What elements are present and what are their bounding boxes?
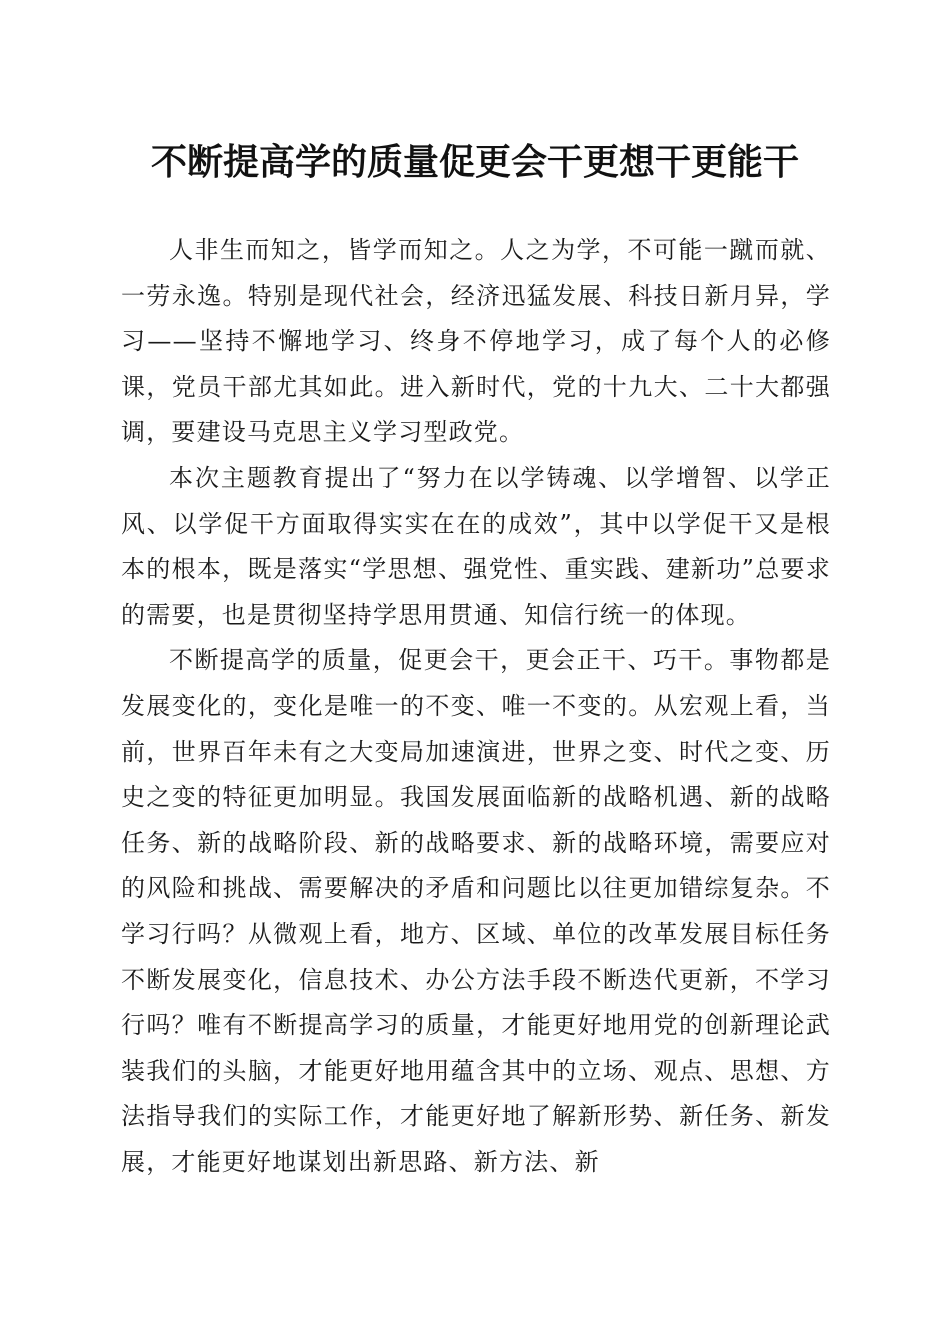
- document-title: 不断提高学的质量促更会干更想干更能干: [150, 141, 799, 183]
- paragraph: 不断提高学的质量，促更会干，更会正干、巧干。事物都是发展变化的，变化是唯一的不变、唯一不变的。从宏观上看，当前，世界百年未有之大变局加速演进，世界之变、时代之变、历史之变的特征更加明显。我国发展面临新的战略机遇、新的战略任务、新的战略阶段、新的战略要求、新的战略环境，需要应对的风险和挑战、需要解决的矛盾和问题比以往更加错综复杂。不学习行吗？从微观上看，地方、区域、单位的改革发展目标任务不断发展变化，信息技术、办公方法手段不断迭代更新，不学习行吗？唯有不断提高学习的质量，才能更好地用党的创新理论武装我们的头脑，才能更好地用蕴含其中的立场、观点、思想、方法指导我们的实际工作，才能更好地了解新形势、新任务、新发展，才能更好地谋划出新思路、新方法、新: [121, 646, 831, 1176]
- paragraph: 本次主题教育提出了“努力在以学铸魂、以学增智、以学正风、以学促干方面取得实实在在的成效”，其中以学促干又是根本的根本，既是落实“学思想、强党性、重实践、建新功”总要求的需要，也是贯彻坚持学思用贯通、知信行统一的体现。: [121, 463, 831, 629]
- paragraph: 人非生而知之，皆学而知之。人之为学，不可能一蹴而就、一劳永逸。特别是现代社会，经济迅猛发展、科技日新月异，学习——坚持不懈地学习、终身不停地学习，成了每个人的必修课，党员干部尤其如此。进入新时代，党的十九大、二十大都强调，要建设马克思主义学习型政党。: [121, 236, 831, 447]
- document-body: [121, 228, 831, 1185]
